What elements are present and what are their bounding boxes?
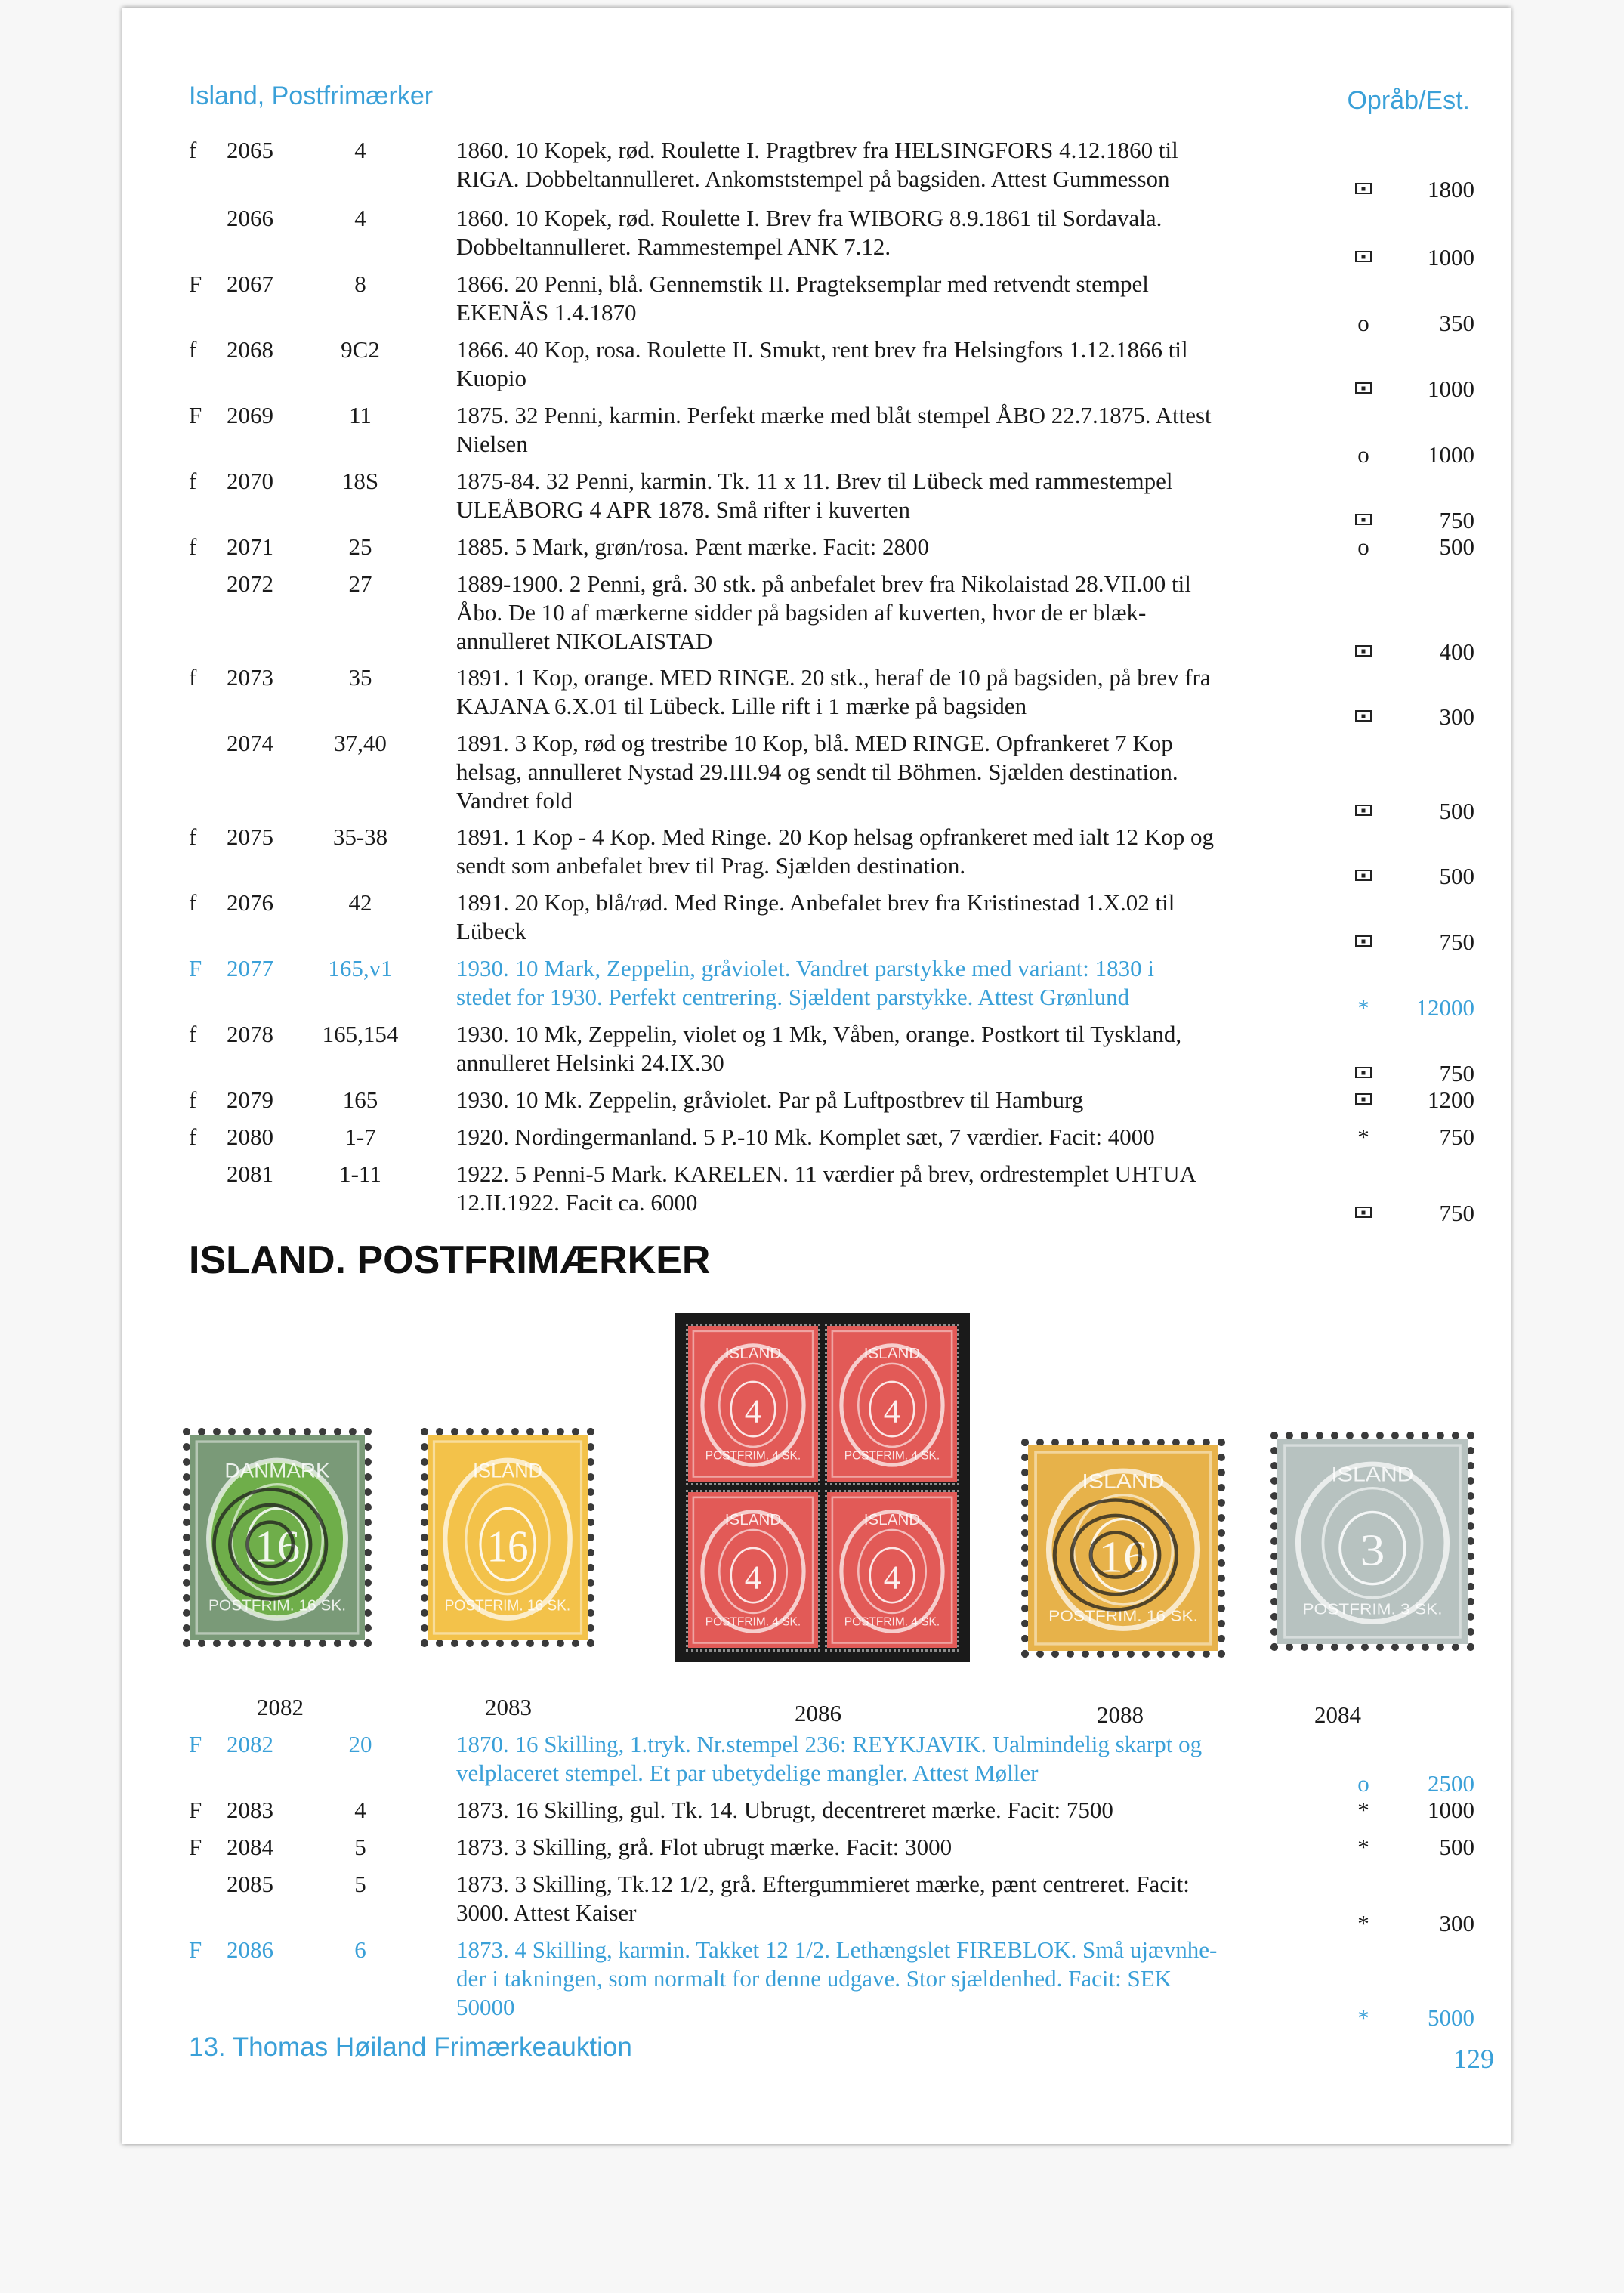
description-line: 1889-1900. 2 Penni, grå. 30 stk. på anbefalet brev fra Nikolaistad 28.VII.00 til (456, 570, 1191, 597)
svg-text:ISLAND: ISLAND (863, 1510, 921, 1528)
catalog-page (122, 8, 1511, 2144)
lot-number: 2075 (227, 824, 273, 850)
lot-number: 2070 (227, 468, 273, 494)
catalog-number: 4 (354, 1797, 366, 1823)
condition-symbol: * (1357, 1797, 1369, 1823)
lot-number: 2083 (227, 1797, 273, 1823)
lot-condition-flag: F (189, 270, 202, 297)
lot-estimate: 750 (1439, 1060, 1474, 1086)
lot-row (122, 1123, 1511, 1151)
svg-text:4: 4 (744, 1558, 762, 1596)
lot-description (456, 570, 1446, 656)
cover-icon (1355, 1207, 1372, 1218)
lot-row (122, 1730, 1511, 1797)
lot-row (122, 1870, 1511, 1936)
condition-symbol: o (1357, 533, 1369, 560)
lot-row (122, 1160, 1511, 1226)
lot-number: 2086 (227, 1936, 273, 1963)
lot-description (456, 1086, 1446, 1114)
catalog-number: 4 (354, 137, 366, 163)
catalog-number: 25 (348, 533, 372, 560)
lot-row (122, 1086, 1511, 1114)
lot-description (456, 467, 1446, 524)
lot-number: 2082 (227, 1731, 273, 1757)
condition-symbol: * (1357, 1910, 1369, 1936)
lot-description (456, 1020, 1446, 1077)
envelope-icon (1345, 1083, 1382, 1111)
lot-description (456, 204, 1446, 261)
svg-text:ISLAND: ISLAND (724, 1510, 782, 1528)
lot-description (456, 1160, 1446, 1217)
lot-estimate: 1800 (1428, 176, 1474, 202)
lot-description (456, 401, 1446, 459)
lot-row (122, 1796, 1511, 1825)
catalog-number: 165,154 (322, 1021, 399, 1047)
lot-description (456, 1730, 1446, 1788)
lot-estimate: 500 (1439, 1834, 1474, 1860)
description-line: KAJANA 6.X.01 til Lübeck. Lille rift i 1 mærke på bagsiden (456, 693, 1027, 719)
lot-condition-flag: f (189, 336, 197, 363)
description-line: 50000 (456, 1994, 515, 2020)
lot-estimate: 1000 (1428, 244, 1474, 270)
description-line: 1920. Nordingermanland. 5 P.-10 Mk. Komplet sæt, 7 værdier. Facit: 4000 (456, 1123, 1155, 1150)
lot-row (122, 570, 1511, 665)
description-line: 1930. 10 Mk. Zeppelin, gråviolet. Par på Luftpostbrev til Hamburg (456, 1086, 1084, 1113)
description-line: 1930. 10 Mark, Zeppelin, gråviolet. Vandret parstykke med variant: 1830 i (456, 955, 1155, 981)
lot-estimate: 1200 (1428, 1086, 1474, 1113)
lot-condition-flag: F (189, 402, 202, 428)
stamp-block-unit (825, 1490, 959, 1652)
lot-description (456, 954, 1446, 1012)
cover-icon (1355, 1067, 1372, 1078)
lot-description (456, 1123, 1446, 1151)
cover-icon (1355, 251, 1372, 262)
catalog-number: 1-7 (344, 1123, 376, 1150)
lot-number: 2068 (227, 336, 273, 363)
lot-estimate: 500 (1439, 863, 1474, 889)
stamp-caption: 2086 (795, 1700, 841, 1726)
lot-row (122, 270, 1511, 336)
lot-number: 2065 (227, 137, 273, 163)
catalog-number: 18S (341, 468, 379, 494)
lot-row (122, 663, 1511, 730)
catalog-number: 4 (354, 205, 366, 231)
description-line: 1885. 5 Mark, grøn/rosa. Pænt mærke. Facit: 2800 (456, 533, 929, 560)
stamp-image-2082 (183, 1428, 372, 1647)
svg-text:16: 16 (1098, 1532, 1148, 1582)
lot-description (456, 663, 1446, 721)
envelope-icon (1345, 1056, 1382, 1085)
description-line: Vandret fold (456, 787, 573, 814)
lot-estimate: 1000 (1428, 375, 1474, 402)
description-line: 1873. 4 Skilling, karmin. Takket 12 1/2. Lethængslet FIREBLOK. Små ujævnhe- (456, 1936, 1218, 1963)
cover-icon (1355, 183, 1372, 194)
svg-text:POSTFRIM. 4 SK.: POSTFRIM. 4 SK. (705, 1615, 801, 1629)
lot-number: 2085 (227, 1871, 273, 1897)
svg-text:POSTFRIM. 16 SK.: POSTFRIM. 16 SK. (1048, 1606, 1198, 1625)
lot-description (456, 136, 1446, 193)
stamp-block-unit (686, 1324, 820, 1485)
envelope-icon (1345, 925, 1382, 953)
description-line: 1873. 16 Skilling, gul. Tk. 14. Ubrugt, decentreret mærke. Facit: 7500 (456, 1797, 1113, 1823)
lot-row (122, 1020, 1511, 1086)
description-line: Lübeck (456, 918, 526, 944)
lot-condition-flag: F (189, 1936, 202, 1963)
description-line: 1860. 10 Kopek, rød. Roulette I. Pragtbrev fra HELSINGFORS 4.12.1860 til (456, 137, 1178, 163)
description-line: annulleret Helsinki 24.IX.30 (456, 1049, 724, 1076)
description-line: helsag, annulleret Nystad 29.III.94 og sendt til Böhmen. Sjælden destination. (456, 759, 1178, 785)
lot-estimate: 350 (1439, 310, 1474, 336)
lot-row (122, 1833, 1511, 1862)
lot-condition-flag: F (189, 955, 202, 981)
description-line: sendt som anbefalet brev til Prag. Sjælden destination. (456, 852, 966, 879)
stamp-image-fireblock (675, 1313, 970, 1662)
lot-number: 2084 (227, 1834, 273, 1860)
lot-condition-flag: f (189, 824, 197, 850)
lot-description (456, 1796, 1446, 1825)
lot-number: 2078 (227, 1021, 273, 1047)
page-number: 129 (1453, 2044, 1494, 2074)
lot-estimate: 1000 (1428, 441, 1474, 468)
catalog-number: 9C2 (341, 336, 380, 363)
condition-symbol: * (1357, 1834, 1369, 1860)
svg-text:16: 16 (254, 1522, 301, 1571)
lot-condition-flag: f (189, 533, 197, 560)
description-line: 12.II.1922. Facit ca. 6000 (456, 1189, 698, 1216)
lot-number: 2077 (227, 955, 273, 981)
running-header: Island, Postfrimærker (189, 82, 434, 110)
lot-description (456, 823, 1446, 880)
lot-estimate: 5000 (1428, 2004, 1474, 2031)
description-line: 1891. 20 Kop, blå/rød. Med Ringe. Anbefalet brev fra Kristinestad 1.X.02 til (456, 889, 1175, 916)
lot-estimate: 2500 (1428, 1770, 1474, 1797)
description-line: 1875. 32 Penni, karmin. Perfekt mærke med blåt stempel ÅBO 22.7.1875. Attest (456, 402, 1212, 428)
svg-text:3: 3 (1360, 1525, 1385, 1575)
lot-description (456, 335, 1446, 393)
lot-number: 2069 (227, 402, 273, 428)
lot-number: 2080 (227, 1123, 273, 1150)
catalog-number: 27 (348, 570, 372, 597)
svg-text:POSTFRIM. 4 SK.: POSTFRIM. 4 SK. (844, 1449, 940, 1463)
description-line: 1891. 1 Kop, orange. MED RINGE. 20 stk., heraf de 10 på bagsiden, på brev fra (456, 664, 1211, 691)
lot-condition-flag: F (189, 1731, 202, 1757)
lot-row (122, 823, 1511, 889)
condition-symbol: o (1357, 441, 1369, 468)
lot-row (122, 335, 1511, 402)
catalog-number: 37,40 (334, 730, 387, 756)
lot-row (122, 136, 1511, 202)
catalog-number: 20 (348, 1731, 372, 1757)
description-line: 1891. 1 Kop - 4 Kop. Med Ringe. 20 Kop helsag opfrankeret med ialt 12 Kop og (456, 824, 1215, 850)
cover-icon (1355, 710, 1372, 722)
lot-condition-flag: F (189, 1797, 202, 1823)
lot-number: 2076 (227, 889, 273, 916)
lot-estimate: 750 (1439, 929, 1474, 955)
lot-estimate: 750 (1439, 1123, 1474, 1150)
lot-description (456, 729, 1446, 815)
description-line: 1930. 10 Mk, Zeppelin, violet og 1 Mk, Våben, orange. Postkort til Tyskland, (456, 1021, 1182, 1047)
lot-description (456, 533, 1446, 561)
catalog-number: 1-11 (339, 1160, 381, 1187)
stamp-caption: 2082 (257, 1694, 304, 1720)
lot-estimate: 12000 (1416, 994, 1474, 1021)
envelope-icon (1345, 172, 1382, 201)
lot-row (122, 401, 1511, 468)
lot-condition-flag: f (189, 1086, 197, 1113)
lot-estimate: 1000 (1428, 1797, 1474, 1823)
lot-row (122, 954, 1511, 1021)
lot-row (122, 533, 1511, 561)
stamp-caption: 2083 (485, 1694, 532, 1720)
lot-estimate: 500 (1439, 798, 1474, 824)
lot-condition-flag: f (189, 468, 197, 494)
lot-description (456, 1870, 1446, 1927)
description-line: RIGA. Dobbeltannulleret. Ankomststempel på bagsiden. Attest Gummesson (456, 165, 1170, 192)
svg-text:DANMARK: DANMARK (224, 1458, 330, 1482)
description-line: 1891. 3 Kop, rød og trestribe 10 Kop, blå. MED RINGE. Opfrankeret 7 Kop (456, 730, 1173, 756)
envelope-icon (1345, 372, 1382, 400)
lot-row (122, 204, 1511, 270)
svg-text:16: 16 (486, 1522, 529, 1572)
envelope-icon (1345, 503, 1382, 532)
description-line: annulleret NIKOLAISTAD (456, 628, 713, 654)
condition-symbol: * (1357, 2004, 1369, 2031)
envelope-icon (1345, 794, 1382, 823)
envelope-icon (1345, 700, 1382, 728)
stamp-block-unit (825, 1324, 959, 1485)
svg-text:ISLAND: ISLAND (724, 1344, 782, 1362)
lot-row (122, 467, 1511, 533)
description-line: Åbo. De 10 af mærkerne sidder på bagsiden af kuverten, hvor de er blæk- (456, 599, 1147, 626)
description-line: der i takningen, som normalt for denne udgave. Stor sjældenhed. Facit: SEK (456, 1965, 1172, 1992)
lot-condition-flag: f (189, 1123, 197, 1150)
lot-number: 2066 (227, 205, 273, 231)
svg-text:POSTFRIM. 4 SK.: POSTFRIM. 4 SK. (844, 1615, 940, 1629)
description-line: 1866. 40 Kop, rosa. Roulette II. Smukt, rent brev fra Helsingfors 1.12.1866 til (456, 336, 1188, 363)
condition-symbol: * (1357, 1123, 1369, 1150)
lot-condition-flag: F (189, 1834, 202, 1860)
stamp-image-2088 (1021, 1439, 1225, 1658)
lot-estimate: 300 (1439, 1910, 1474, 1936)
envelope-icon (1345, 240, 1382, 269)
description-line: velplaceret stempel. Et par ubetydelige mangler. Attest Møller (456, 1760, 1039, 1786)
lot-estimate: 300 (1439, 703, 1474, 730)
description-line: 3000. Attest Kaiser (456, 1899, 637, 1926)
condition-symbol: o (1357, 310, 1369, 336)
cover-icon (1355, 645, 1372, 657)
lot-number: 2081 (227, 1160, 273, 1187)
cover-icon (1355, 382, 1372, 394)
lot-number: 2071 (227, 533, 273, 560)
svg-text:ISLAND: ISLAND (863, 1344, 921, 1362)
lot-number: 2073 (227, 664, 273, 691)
lot-estimate: 400 (1439, 638, 1474, 665)
svg-text:POSTFRIM. 16 SK.: POSTFRIM. 16 SK. (208, 1596, 347, 1615)
lot-row (122, 888, 1511, 955)
lot-description (456, 888, 1446, 946)
description-line: 1922. 5 Penni-5 Mark. KARELEN. 11 værdier på brev, ordrestemplet UHTUA (456, 1160, 1197, 1187)
description-line: stedet for 1930. Perfekt centrering. Sjældent parstykke. Attest Grønlund (456, 984, 1130, 1010)
catalog-number: 42 (348, 889, 372, 916)
svg-text:4: 4 (883, 1392, 901, 1430)
lot-description (456, 1833, 1446, 1862)
catalog-number: 11 (349, 402, 372, 428)
envelope-icon (1345, 1196, 1382, 1225)
description-line: ULEÅBORG 4 APR 1878. Små rifter i kuverten (456, 496, 911, 523)
description-line: 1873. 3 Skilling, Tk.12 1/2, grå. Eftergummieret mærke, pænt centreret. Facit: (456, 1871, 1190, 1897)
envelope-icon (1345, 635, 1382, 663)
description-line: 1870. 16 Skilling, 1.tryk. Nr.stempel 236: REYKJAVIK. Ualmindelig skarpt og (456, 1731, 1203, 1757)
catalog-number: 35 (348, 664, 372, 691)
description-line: EKENÄS 1.4.1870 (456, 299, 637, 326)
svg-text:ISLAND: ISLAND (1331, 1463, 1414, 1487)
description-line: Kuopio (456, 365, 526, 391)
lot-condition-flag: f (189, 137, 197, 163)
svg-text:ISLAND: ISLAND (473, 1458, 542, 1482)
lot-condition-flag: f (189, 889, 197, 916)
lot-number: 2079 (227, 1086, 273, 1113)
lot-estimate: 750 (1439, 1200, 1474, 1226)
svg-text:4: 4 (883, 1558, 901, 1596)
catalog-number: 165,v1 (328, 955, 393, 981)
footer-auction-name: 13. Thomas Høiland Frimærkeauktion (189, 2032, 632, 2062)
svg-text:POSTFRIM. 3 SK.: POSTFRIM. 3 SK. (1302, 1599, 1443, 1618)
lot-condition-flag: f (189, 664, 197, 691)
lot-row (122, 1936, 1511, 2031)
description-line: 1875-84. 32 Penni, karmin. Tk. 11 x 11. Brev til Lübeck med rammestempel (456, 468, 1173, 494)
description-line: 1873. 3 Skilling, grå. Flot ubrugt mærke. Facit: 3000 (456, 1834, 952, 1860)
condition-symbol: o (1357, 1770, 1369, 1797)
catalog-number: 35-38 (332, 824, 388, 850)
lot-condition-flag: f (189, 1021, 197, 1047)
catalog-number: 8 (354, 270, 366, 297)
svg-text:POSTFRIM. 4 SK.: POSTFRIM. 4 SK. (705, 1449, 801, 1463)
description-line: Nielsen (456, 431, 528, 457)
cover-icon (1355, 870, 1372, 881)
lot-description (456, 270, 1446, 327)
stamp-caption: 2084 (1314, 1701, 1361, 1728)
svg-text:POSTFRIM. 16 SK.: POSTFRIM. 16 SK. (444, 1596, 571, 1615)
lot-description (456, 1936, 1446, 2022)
svg-text:ISLAND: ISLAND (1082, 1470, 1165, 1494)
catalog-number: 165 (342, 1086, 378, 1113)
estimate-column-header: Opråb/Est. (1347, 86, 1470, 115)
lot-row (122, 729, 1511, 824)
cover-icon (1355, 1093, 1372, 1105)
svg-text:4: 4 (744, 1392, 762, 1430)
envelope-icon (1345, 859, 1382, 888)
cover-icon (1355, 935, 1372, 947)
stamp-image-2083 (421, 1428, 594, 1647)
stamp-block-unit (686, 1490, 820, 1652)
description-line: 1866. 20 Penni, blå. Gennemstik II. Pragteksemplar med retvendt stempel (456, 270, 1149, 297)
condition-symbol: * (1357, 994, 1369, 1021)
catalog-number: 5 (354, 1834, 366, 1860)
stamp-caption: 2088 (1097, 1701, 1144, 1728)
catalog-number: 6 (354, 1936, 366, 1963)
lot-estimate: 500 (1439, 533, 1474, 560)
lot-number: 2074 (227, 730, 273, 756)
lot-number: 2067 (227, 270, 273, 297)
cover-icon (1355, 805, 1372, 816)
lot-number: 2072 (227, 570, 273, 597)
section-title: ISLAND. POSTFRIMÆRKER (189, 1238, 711, 1282)
catalog-number: 5 (354, 1871, 366, 1897)
description-line: Dobbeltannulleret. Rammestempel ANK 7.12. (456, 233, 891, 260)
description-line: 1860. 10 Kopek, rød. Roulette I. Brev fra WIBORG 8.9.1861 til Sordavala. (456, 205, 1162, 231)
stamp-image-2084 (1270, 1432, 1474, 1651)
cover-icon (1355, 514, 1372, 525)
lot-estimate: 750 (1439, 507, 1474, 533)
